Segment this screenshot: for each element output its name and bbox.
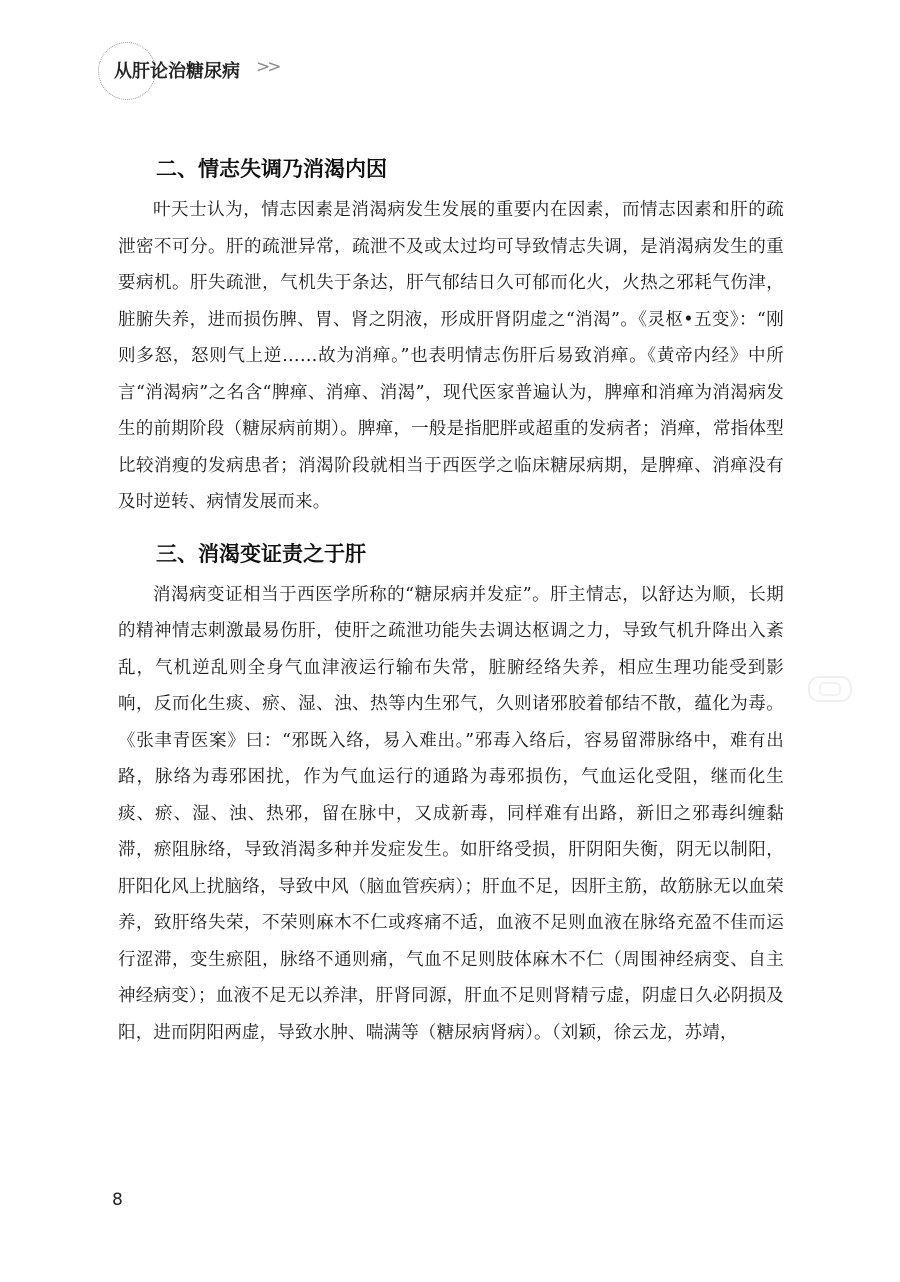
section-paragraph: 消渴病变证相当于西医学所称的“糖尿病并发症”。肝主情志，以舒达为顺，长期的精神情志刺激最易伤肝，使肝之疏泄功能失去调达枢调之力，导致气机升降出入紊乱，气机逆乱则全身气血津液运行输布失常，脏腑经络失养，相应生理功能受到影响，反而化生痰、瘀、湿、浊、热等内生邪气，久则诸邪胶着郁结不散，蕴化为毒。《张聿青医案》曰：“邪既入络，易入难出。”邪毒入络后，容易留滞脉络中，难有出路，脉络为毒邪困扰，作为气血运行的通路为毒邪损伤，气血运化受阻，继而化生痰、瘀、湿、浊、热邪，留在脉中，又成新毒，同样难有出路，新旧之邪毒纠缠黏滞，瘀阻脉络，导致消渴多种并发症发生。如肝络受损，肝阴阳失衡，阴无以制阳，肝阳化风上扰脑络，导致中风（脑血管疾病）；肝血不足，因肝主筋，故筋脉无以血荣养，致肝络失荣，不荣则麻木不仁或疼痛不适，血液不足则血液在脉络充盈不佳而运行涩滞，变生瘀阻，脉络不通则痛，气血不足则肢体麻木不仁（周围神经病变、自主神经病变）；血液不足无以养津，肝肾同源，肝血不足则肾精亏虚，阴虚日久必阴损及阳，进而阴阳两虚，导致水肿、喘满等（糖尿病肾病）。（刘颖，徐云龙，苏靖，	[118, 584, 784, 1043]
margin-watermark-icon	[808, 676, 852, 702]
section-paragraph: 叶天士认为，情志因素是消渴病发生发展的重要内在因素，而情志因素和肝的疏泄密不可分。肝的疏泄异常，疏泄不及或太过均可导致情志失调，是消渴病发生的重要病机。肝失疏泄，气机失于条达，肝气郁结日久可郁而化火，火热之邪耗气伤津，脏腑失养，进而损伤脾、胃、肾之阴液，形成肝肾阴虚之“消渴”。《灵枢•五变》：“刚则多怒，怒则气上逆……故为消瘅。”也表明情志伤肝后易致消瘅。《黄帝内经》中所言“消渴病”之名含“脾瘅、消瘅、消渴”，现代医家普遍认为，脾瘅和消瘅为消渴病发生的前期阶段（糖尿病前期）。脾瘅，一般是指肥胖或超重的发病者；消瘅，常指体型比较消瘦的发病患者；消渴阶段就相当于西医学之临床糖尿病期，是脾瘅、消瘅没有及时逆转、病情发展而来。	[118, 200, 784, 512]
double-chevron-right-icon: >>	[256, 57, 279, 77]
page-number: 8	[112, 1190, 123, 1210]
page-body	[118, 146, 784, 1051]
section-heading: 二、情志失调乃消渴内因	[156, 157, 387, 181]
running-header	[98, 42, 398, 102]
margin-watermark-inner	[819, 682, 841, 696]
running-header-title: 从肝论治糖尿病	[114, 61, 240, 82]
section-heading: 三、消渴变证责之于肝	[156, 541, 366, 566]
